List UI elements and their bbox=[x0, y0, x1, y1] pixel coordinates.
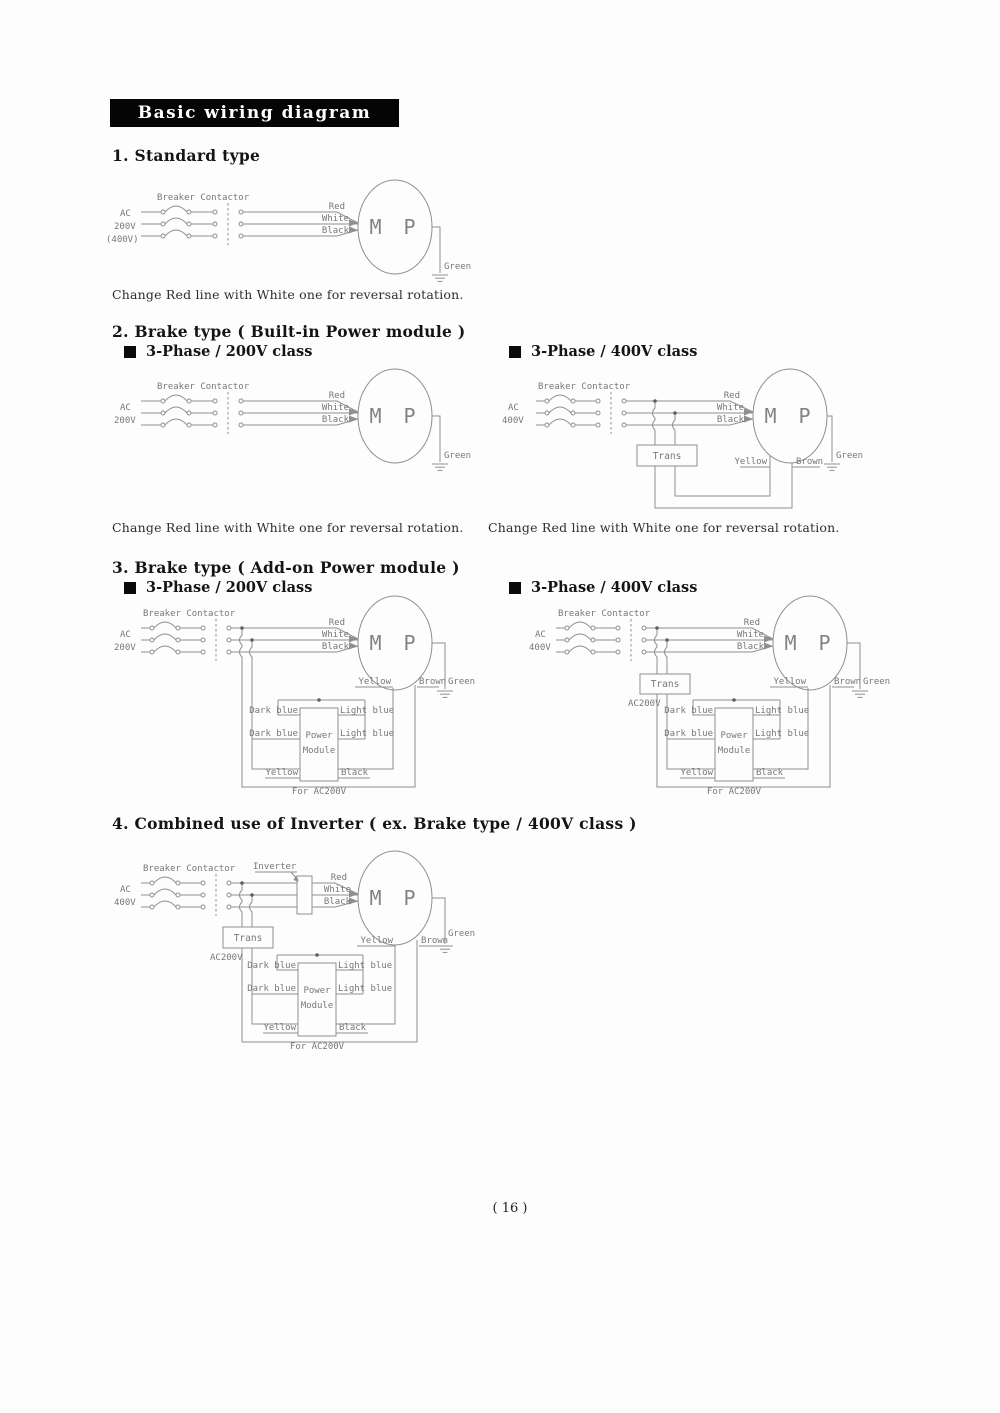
module-label: Module bbox=[300, 1001, 334, 1011]
power-label: Power bbox=[305, 731, 333, 741]
caption-builtin-400v: Change Red line with White one for reversal rotation. bbox=[488, 520, 840, 535]
page-title-banner bbox=[110, 99, 399, 127]
inverter-box bbox=[297, 876, 312, 914]
section2-left-class bbox=[124, 343, 312, 360]
light-blue-label-1: Light blue bbox=[755, 706, 810, 716]
white-wire-label: White bbox=[716, 403, 744, 413]
module-label: Module bbox=[302, 746, 336, 756]
ac-label: AC bbox=[120, 885, 131, 895]
light-blue-label-1: Light blue bbox=[340, 706, 395, 716]
red-wire-label: Red bbox=[328, 391, 345, 401]
diagram-brake-addon-200v bbox=[95, 588, 495, 813]
yellow-wire-label: Yellow bbox=[734, 457, 767, 467]
green-wire-label: Green bbox=[448, 929, 476, 939]
voltage-label-200v: 200V bbox=[114, 416, 136, 426]
motor-label: M P bbox=[369, 631, 421, 655]
breaker-contactor-label: Breaker Contactor bbox=[143, 609, 236, 619]
white-wire-label: White bbox=[321, 630, 349, 640]
voltage-label-400v: 400V bbox=[529, 643, 551, 653]
light-blue-label-2: Light blue bbox=[340, 729, 395, 739]
transformer-label: Trans bbox=[652, 451, 682, 462]
breaker-contactor-label: Breaker Contactor bbox=[157, 193, 250, 203]
diagram-standard-type bbox=[95, 172, 490, 297]
voltage-label-200v: 200V bbox=[114, 222, 136, 232]
light-blue-label-2: Light blue bbox=[338, 984, 393, 994]
ac200v-label: AC200V bbox=[628, 699, 661, 709]
white-wire-label: White bbox=[321, 403, 349, 413]
page-number: ( 16 ) bbox=[492, 1201, 528, 1216]
diagram-inverter-brake-400v bbox=[95, 843, 495, 1073]
red-wire-label: Red bbox=[328, 202, 345, 212]
power-module-box bbox=[298, 963, 336, 1036]
section4-heading: 4. Combined use of Inverter ( ex. Brake type / 400V class ) bbox=[112, 814, 637, 833]
black-module-label: Black bbox=[341, 768, 369, 778]
diagram-brake-addon-400v bbox=[510, 588, 910, 813]
for-ac200v-label: For AC200V bbox=[706, 787, 762, 797]
motor-label: M P bbox=[369, 215, 421, 239]
breaker-contactor-label: Breaker Contactor bbox=[538, 382, 631, 392]
for-ac200v-label: For AC200V bbox=[291, 787, 347, 797]
brown-wire-label: Brown bbox=[796, 457, 824, 467]
green-wire-label: Green bbox=[448, 677, 476, 687]
green-wire-label: Green bbox=[444, 262, 472, 272]
section3-heading: 3. Brake type ( Add-on Power module ) bbox=[112, 558, 460, 577]
red-wire-label: Red bbox=[723, 391, 740, 401]
ac-label: AC bbox=[120, 630, 131, 640]
brown-wire-label: Brown bbox=[421, 936, 449, 946]
module-label: Module bbox=[717, 746, 751, 756]
yellow-module-label: Yellow bbox=[263, 1023, 296, 1033]
ground-icon bbox=[437, 691, 453, 697]
green-wire-label: Green bbox=[444, 451, 472, 461]
section2-right-class bbox=[509, 343, 697, 360]
wiring-lines bbox=[141, 596, 453, 787]
voltage-label-400v: 400V bbox=[114, 898, 136, 908]
motor-label: M P bbox=[369, 404, 421, 428]
bullet-square-icon bbox=[509, 346, 521, 358]
bullet-square-icon bbox=[124, 346, 136, 358]
brown-wire-label: Brown bbox=[834, 677, 862, 687]
dark-blue-label-2: Dark blue bbox=[664, 729, 713, 739]
ground-icon bbox=[432, 464, 448, 470]
inverter-label: Inverter bbox=[253, 862, 297, 872]
yellow-wire-label: Yellow bbox=[773, 677, 806, 687]
voltage-label-200v: 200V bbox=[114, 643, 136, 653]
motor-label: M P bbox=[369, 886, 421, 910]
black-module-label: Black bbox=[339, 1023, 367, 1033]
black-wire-label: Black bbox=[736, 642, 764, 652]
dark-blue-label-1: Dark blue bbox=[247, 961, 296, 971]
ground-icon bbox=[852, 691, 868, 697]
ac-label: AC bbox=[535, 630, 546, 640]
class-label: 3-Phase / 400V class bbox=[531, 343, 698, 360]
black-module-label: Black bbox=[756, 768, 784, 778]
black-wire-label: Black bbox=[321, 642, 349, 652]
motor-label: M P bbox=[784, 631, 836, 655]
ac200v-label: AC200V bbox=[210, 953, 243, 963]
dark-blue-label-1: Dark blue bbox=[249, 706, 298, 716]
power-label: Power bbox=[720, 731, 748, 741]
light-blue-label-2: Light blue bbox=[755, 729, 810, 739]
green-wire-label: Green bbox=[836, 451, 864, 461]
diagram-brake-builtin-400v bbox=[490, 361, 890, 519]
class-label: 3-Phase / 400V class bbox=[531, 579, 698, 596]
caption-standard: Change Red line with White one for reversal rotation. bbox=[112, 287, 464, 302]
dark-blue-label-2: Dark blue bbox=[247, 984, 296, 994]
dark-blue-label-1: Dark blue bbox=[664, 706, 713, 716]
dark-blue-label-2: Dark blue bbox=[249, 729, 298, 739]
black-wire-label: Black bbox=[323, 897, 351, 907]
wiring-lines bbox=[556, 596, 868, 787]
diagram-brake-builtin-200v bbox=[95, 361, 490, 496]
power-module-box bbox=[715, 708, 753, 781]
ground-icon bbox=[824, 464, 840, 470]
ground-icon bbox=[432, 275, 448, 281]
section1-heading: 1. Standard type bbox=[112, 146, 261, 165]
red-wire-label: Red bbox=[328, 618, 345, 628]
green-wire-label: Green bbox=[863, 677, 891, 687]
transformer-label: Trans bbox=[650, 679, 680, 690]
red-wire-label: Red bbox=[743, 618, 760, 628]
brown-wire-label: Brown bbox=[419, 677, 447, 687]
black-wire-label: Black bbox=[321, 415, 349, 425]
class-label: 3-Phase / 200V class bbox=[146, 343, 313, 360]
power-module-box bbox=[300, 708, 338, 781]
white-wire-label: White bbox=[321, 214, 349, 224]
voltage-label-400v-paren: (400V) bbox=[106, 235, 139, 245]
light-blue-label-1: Light blue bbox=[338, 961, 393, 971]
white-wire-label: White bbox=[323, 885, 351, 895]
caption-builtin-200v: Change Red line with White one for reversal rotation. bbox=[112, 520, 464, 535]
black-wire-label: Black bbox=[321, 226, 349, 236]
yellow-wire-label: Yellow bbox=[358, 677, 391, 687]
breaker-contactor-label: Breaker Contactor bbox=[558, 609, 651, 619]
ground-icon bbox=[437, 946, 453, 952]
yellow-module-label: Yellow bbox=[680, 768, 713, 778]
motor-label: M P bbox=[764, 404, 816, 428]
breaker-contactor-label: Breaker Contactor bbox=[157, 382, 250, 392]
page-title: Basic wiring diagram bbox=[137, 103, 372, 123]
transformer-label: Trans bbox=[233, 933, 263, 944]
voltage-label-400v: 400V bbox=[502, 416, 524, 426]
power-label: Power bbox=[303, 986, 331, 996]
red-wire-label: Red bbox=[330, 873, 347, 883]
yellow-module-label: Yellow bbox=[265, 768, 298, 778]
ac-label: AC bbox=[508, 403, 519, 413]
yellow-wire-label: Yellow bbox=[360, 936, 393, 946]
class-label: 3-Phase / 200V class bbox=[146, 579, 313, 596]
breaker-contactor-label: Breaker Contactor bbox=[143, 864, 236, 874]
section2-heading: 2. Brake type ( Built-in Power module ) bbox=[112, 322, 466, 341]
white-wire-label: White bbox=[736, 630, 764, 640]
ac-label: AC bbox=[120, 209, 131, 219]
ac-label: AC bbox=[120, 403, 131, 413]
black-wire-label: Black bbox=[716, 415, 744, 425]
for-ac200v-label: For AC200V bbox=[289, 1042, 345, 1052]
